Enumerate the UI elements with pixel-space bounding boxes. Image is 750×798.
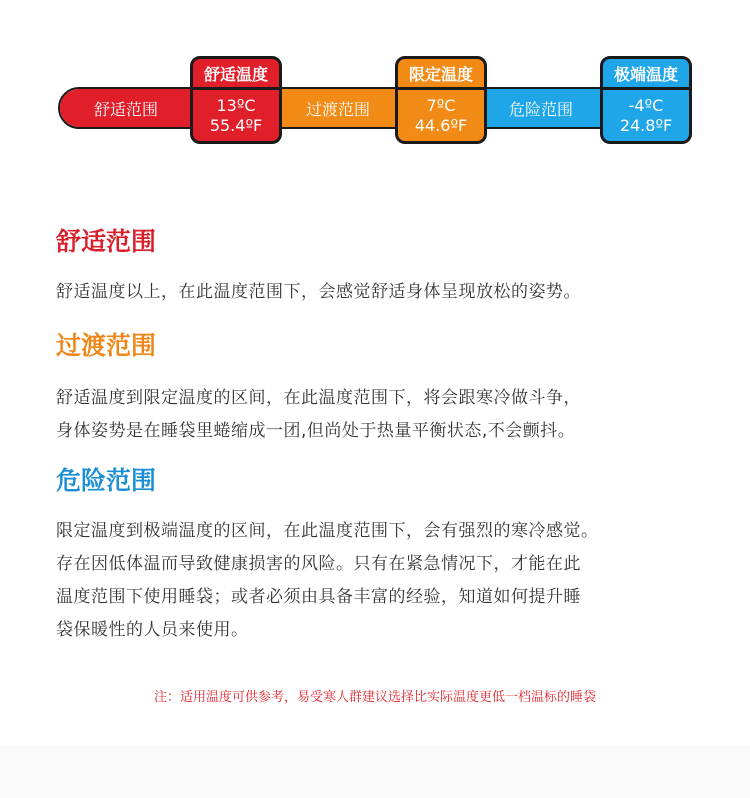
transition-range-segment — [280, 89, 396, 127]
comfort-range-segment — [60, 89, 192, 127]
danger-range-segment — [486, 89, 596, 127]
comfort-range-label: 舒适范围 — [93, 99, 158, 119]
section-text: 舒适温度到限定温度的区间，在此温度范围下，将会跟寒冷做斗争， 身体姿势是在睡袋里蜷缩成一团,但尚处于热量平衡状态,不会颤抖。 — [56, 388, 581, 441]
section-title: 危险范围 — [56, 466, 157, 495]
danger-range-section — [56, 465, 706, 647]
comfort-range-section — [56, 226, 706, 309]
marker-fahrenheit: 44.6ºF — [414, 115, 468, 135]
temperature-bar — [58, 87, 690, 129]
marker-fahrenheit: 24.8ºF — [619, 115, 673, 135]
marker-label: 舒适温度 — [190, 56, 282, 90]
marker-fahrenheit: 55.4ºF — [209, 115, 263, 135]
section-text: 限定温度到极端温度的区间，在此温度范围下，会有强烈的寒冷感觉。 存在因低体温而导致健康损害的风险。只有在紧急情况下，才能在此 温度范围下使用睡袋；或者必须由具备丰富的经验，知道如何提升睡 袋保暖性的人员来使用。 — [56, 521, 599, 640]
marker-celsius: -4ºC — [628, 95, 664, 115]
temperature-scale — [0, 0, 750, 160]
marker-celsius: 7ºC — [426, 95, 456, 115]
footnote: 注：适用温度可供参考，易受寒人群建议选择比实际温度更低一档温标的睡袋 — [153, 690, 596, 705]
section-title: 舒适范围 — [56, 227, 157, 256]
marker-label: 极端温度 — [600, 56, 692, 90]
section-title: 过渡范围 — [56, 331, 157, 360]
transition-range-section — [56, 330, 706, 448]
section-text: 舒适温度以上，在此温度范围下，会感觉舒适身体呈现放松的姿势。 — [56, 282, 581, 302]
danger-range-label: 危险范围 — [508, 99, 573, 119]
transition-range-label: 过渡范围 — [305, 99, 370, 119]
marker-celsius: 13ºC — [216, 95, 256, 115]
marker-label: 限定温度 — [395, 56, 487, 90]
